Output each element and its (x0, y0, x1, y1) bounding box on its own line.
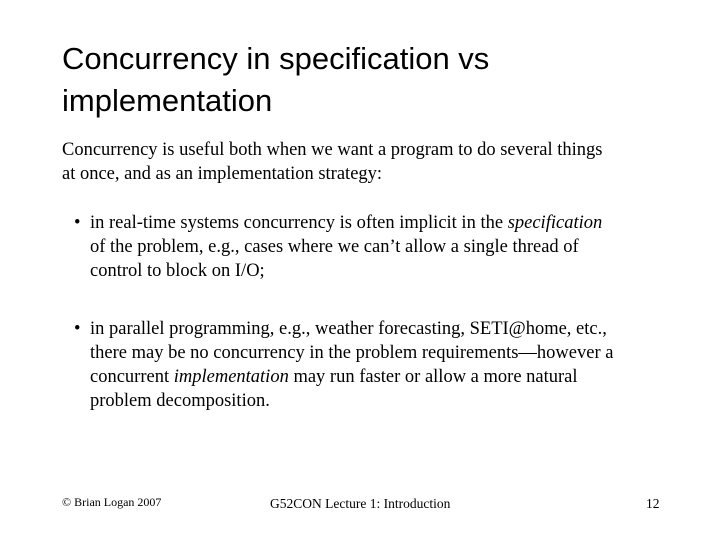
bullet-text (74, 317, 674, 413)
bullet-item-specification (74, 211, 674, 283)
bullet-2-line-2: there may be no concurrency in the problem requirements—however a (90, 343, 614, 363)
bullet-2-line-3-post: may run faster or allow a more natural (288, 367, 578, 387)
bullet-marker: • (74, 319, 81, 339)
slide-title (62, 38, 682, 122)
intro-paragraph (62, 138, 672, 186)
footer-page-number: 12 (646, 496, 660, 511)
bullet-1-line-1: in real-time systems concurrency is often implicit in the (90, 213, 508, 233)
bullet-1-line-2: of the problem, e.g., cases where we can’t allow a single thread of (90, 237, 579, 257)
footer-copyright: © Brian Logan 2007 (62, 495, 162, 509)
bullet-marker: • (74, 213, 81, 233)
bullet-item-implementation (74, 317, 674, 413)
title-line-1: Concurrency in specification vs (62, 41, 490, 76)
bullet-2-line-3-pre: concurrent (90, 367, 174, 387)
intro-line-1: Concurrency is useful both when we want a program to do several things (62, 140, 603, 160)
bullet-1-line-3: control to block on I/O; (90, 261, 265, 281)
bullet-2-emphasis: implementation (173, 367, 289, 387)
bullet-text (74, 211, 674, 283)
bullet-2-line-1: in parallel programming, e.g., weather forecasting, SETI@home, etc., (90, 319, 607, 339)
title-line-2: implementation (62, 83, 273, 118)
bullet-2-line-4: problem decomposition. (90, 391, 270, 411)
footer-lecture-title: G52CON Lecture 1: Introduction (270, 496, 451, 511)
intro-line-2: at once, and as an implementation strategy: (62, 164, 383, 184)
bullet-1-emphasis: specification (507, 213, 603, 233)
